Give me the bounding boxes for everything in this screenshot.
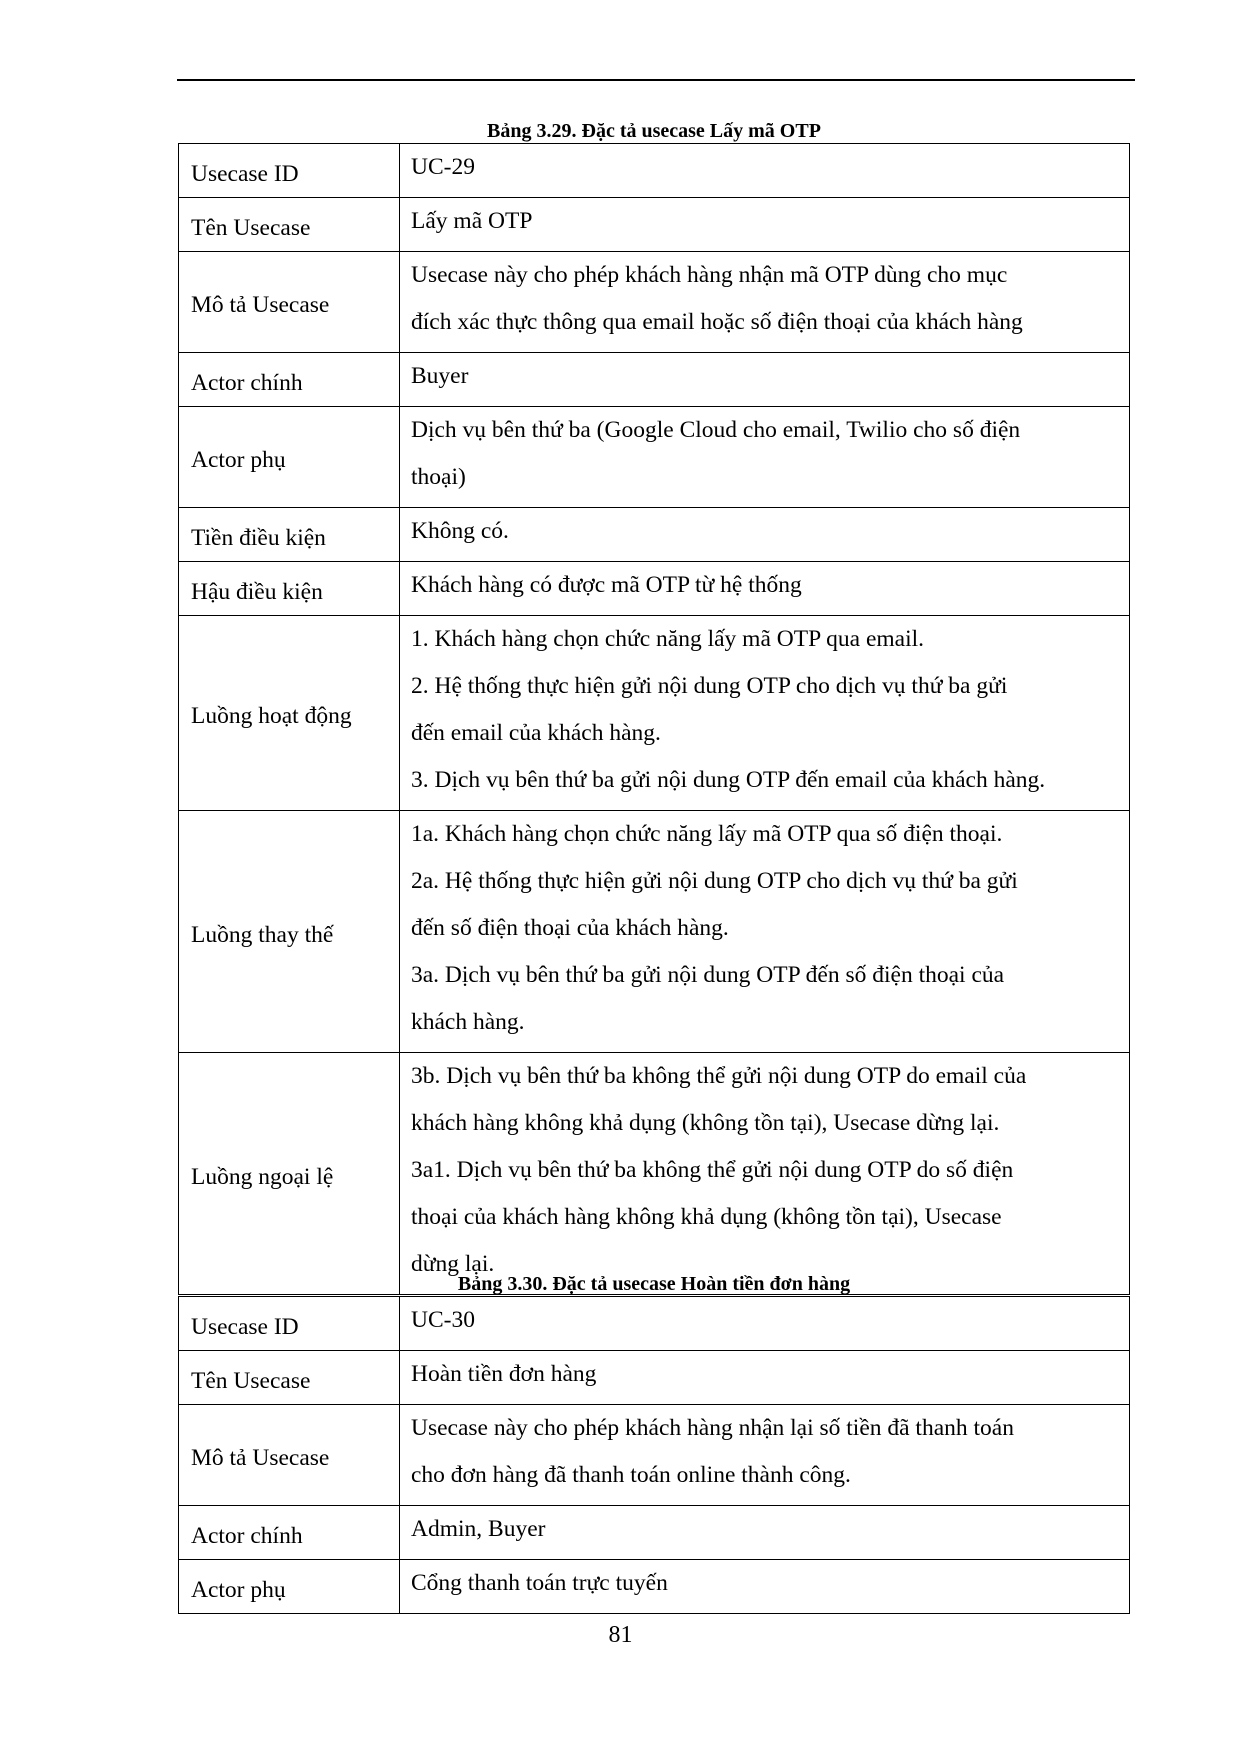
table-row	[179, 1560, 1130, 1614]
row-value: UC-30	[400, 1297, 1130, 1351]
row-value: 1a. Khách hàng chọn chức năng lấy mã OTP qua số điện thoại. 2a. Hệ thống thực hiện gửi nội dung OTP cho dịch vụ thứ ba gửi đến số điện thoại của khách hàng. 3a. Dịch vụ bên thứ ba gửi nội dung OTP đến số điện thoại của khách hàng.	[400, 811, 1130, 1053]
table-row	[179, 1405, 1130, 1506]
header-rule	[177, 79, 1135, 81]
table-row	[179, 1053, 1130, 1295]
row-value: Admin, Buyer	[400, 1506, 1130, 1560]
usecase-table-uc30	[178, 1296, 1130, 1614]
row-value: Cổng thanh toán trực tuyến	[400, 1560, 1130, 1614]
row-value: Usecase này cho phép khách hàng nhận lại số tiền đã thanh toán cho đơn hàng đã thanh toán online thành công.	[400, 1405, 1130, 1506]
row-value: Hoàn tiền đơn hàng	[400, 1351, 1130, 1405]
row-key: Actor chính	[179, 1506, 400, 1560]
row-value: Usecase này cho phép khách hàng nhận mã OTP dùng cho mục đích xác thực thông qua email hoặc số điện thoại của khách hàng	[400, 252, 1130, 353]
row-value: Lấy mã OTP	[400, 198, 1130, 252]
page-number: 81	[608, 1622, 633, 1648]
row-key: Tiền điều kiện	[179, 508, 400, 562]
row-value: UC-29	[400, 144, 1130, 198]
table2-caption: Bảng 3.30. Đặc tả usecase Hoàn tiền đơn hàng	[457, 1273, 851, 1295]
row-value: 3b. Dịch vụ bên thứ ba không thể gửi nội dung OTP do email của khách hàng không khả dụng (không tồn tại), Usecase dừng lại. 3a1. Dịch vụ bên thứ ba không thể gửi nội dung OTP do số điện thoại của khách hàng không khả dụng (không tồn tại), Usecase dừng lại.	[400, 1053, 1130, 1295]
row-key: Luồng thay thế	[179, 811, 400, 1053]
row-key: Mô tả Usecase	[179, 252, 400, 353]
row-key: Luồng hoạt động	[179, 616, 400, 811]
table-row	[179, 508, 1130, 562]
table-row	[179, 353, 1130, 407]
table-row	[179, 198, 1130, 252]
table-row	[179, 252, 1130, 353]
row-value: Dịch vụ bên thứ ba (Google Cloud cho email, Twilio cho số điện thoại)	[400, 407, 1130, 508]
row-key: Actor chính	[179, 353, 400, 407]
row-key: Usecase ID	[179, 1297, 400, 1351]
row-key: Luồng ngoại lệ	[179, 1053, 400, 1295]
table-row	[179, 562, 1130, 616]
row-key: Hậu điều kiện	[179, 562, 400, 616]
row-value: 1. Khách hàng chọn chức năng lấy mã OTP qua email. 2. Hệ thống thực hiện gửi nội dung OTP cho dịch vụ thứ ba gửi đến email của khách hàng. 3. Dịch vụ bên thứ ba gửi nội dung OTP đến email của khách hàng.	[400, 616, 1130, 811]
row-key: Actor phụ	[179, 1560, 400, 1614]
table-row	[179, 616, 1130, 811]
row-key: Mô tả Usecase	[179, 1405, 400, 1506]
row-value: Buyer	[400, 353, 1130, 407]
row-key: Actor phụ	[179, 407, 400, 508]
row-key: Tên Usecase	[179, 1351, 400, 1405]
row-value: Khách hàng có được mã OTP từ hệ thống	[400, 562, 1130, 616]
row-key: Tên Usecase	[179, 198, 400, 252]
row-key: Usecase ID	[179, 144, 400, 198]
table-row	[179, 1506, 1130, 1560]
usecase-table-uc29	[178, 143, 1130, 1295]
table-row	[179, 1351, 1130, 1405]
row-value: Không có.	[400, 508, 1130, 562]
table1-caption: Bảng 3.29. Đặc tả usecase Lấy mã OTP	[487, 120, 821, 142]
table-row	[179, 407, 1130, 508]
table-row	[179, 144, 1130, 198]
table-row	[179, 1297, 1130, 1351]
table-row	[179, 811, 1130, 1053]
